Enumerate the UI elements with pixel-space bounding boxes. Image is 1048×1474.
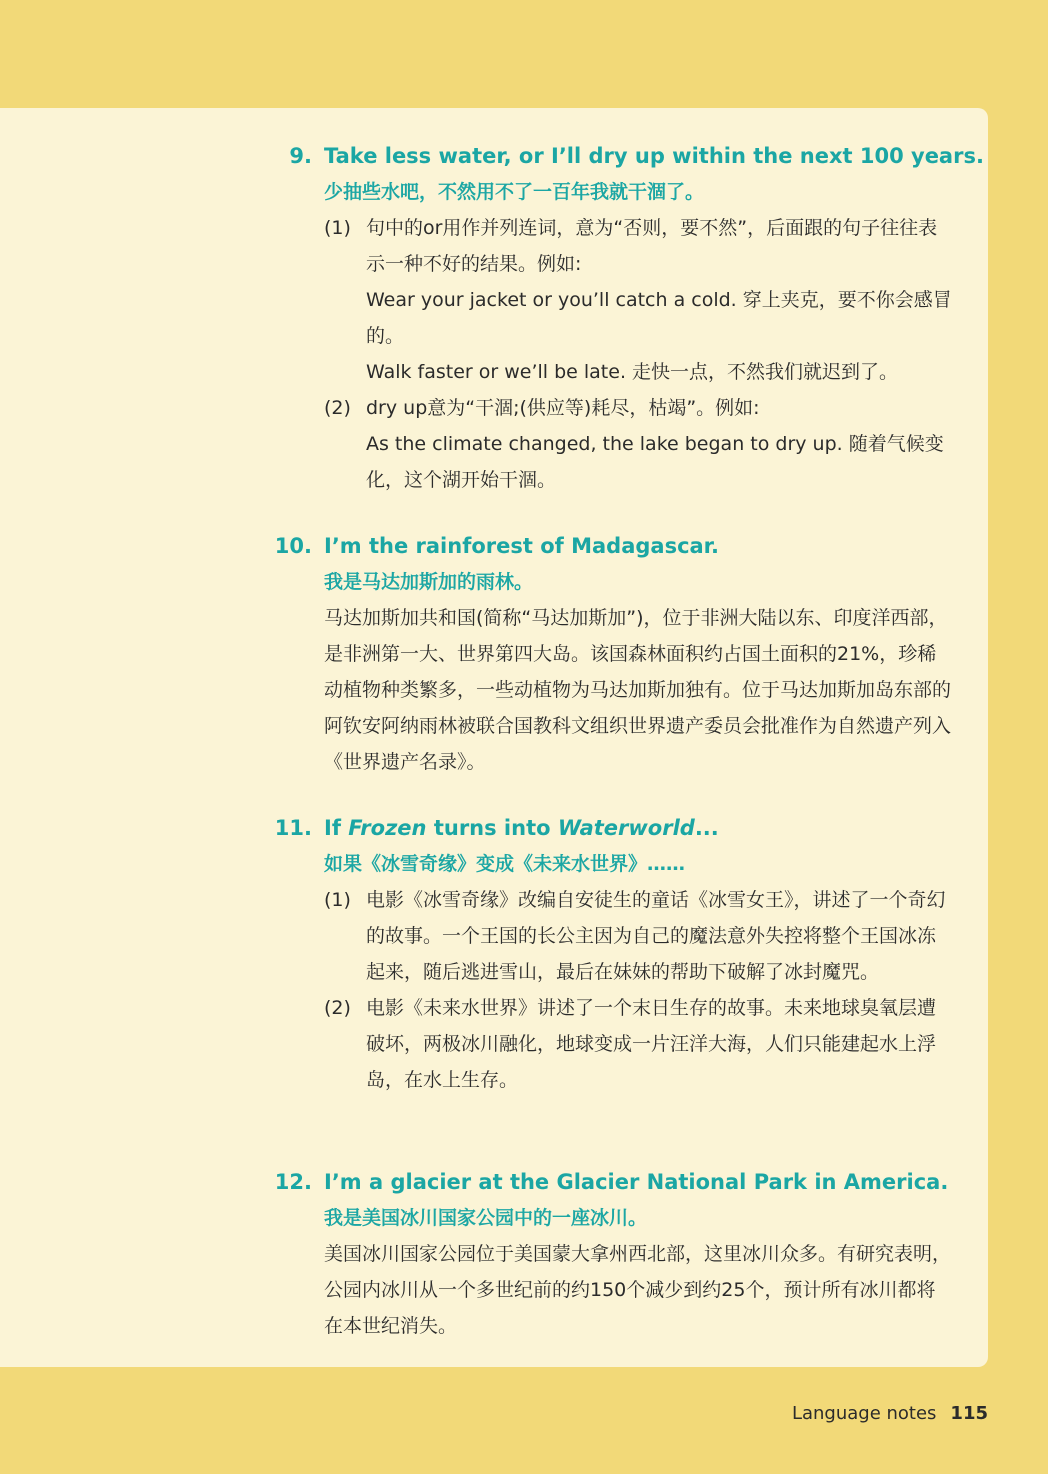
note-paragraph: 马达加斯加共和国(简称“马达加斯加”)，位于非洲大陆以东、印度洋西部，是非洲第一大、世界第四大岛。该国森林面积约占国土面积的21%，珍稀动植物种类繁多，一些动植物为马达加斯加独有。位于马达加斯加岛东部的阿钦安阿纳雨林被联合国教科文组织世界遗产委员会批准作为自然遗产列入《世界遗产名录》。 <box>324 607 952 773</box>
example-sentence: Wear your jacket or you’ll catch a cold. 穿上夹克，要不你会感冒的。 <box>366 289 952 347</box>
sub-item <box>324 990 952 1098</box>
film-title: Waterworld <box>557 816 695 840</box>
sub-item <box>324 882 952 990</box>
note-number: 9. <box>289 144 312 168</box>
sub-item <box>324 210 952 390</box>
section-name: Language notes <box>791 1403 937 1424</box>
sub-item-text: dry up意为“干涸;(供应等)耗尽，枯竭”。例如: <box>366 397 760 419</box>
note-number: 11. <box>274 816 312 840</box>
example-sentence: As the climate changed, the lake began to dry up. 随着气候变化，这个湖开始干涸。 <box>366 433 944 491</box>
title-text: turns into <box>426 816 558 840</box>
note-title-zh: 我是美国冰川国家公园中的一座冰川。 <box>324 1207 648 1229</box>
sub-item-text: 电影《冰雪奇缘》改编自安徒生的童话《冰雪女王》，讲述了一个奇幻的故事。一个王国的长公主因为自己的魔法意外失控将整个王国冰冻起来，随后逃进雪山，最后在妹妹的帮助下破解了冰封魔咒。 <box>366 889 946 983</box>
sub-item-text: 电影《未来水世界》讲述了一个末日生存的故事。未来地球臭氧层遭破坏，两极冰川融化，地球变成一片汪洋大海，人们只能建起水上浮岛，在水上生存。 <box>366 997 937 1091</box>
title-text: If <box>324 816 349 840</box>
note-title-en: I’m a glacier at the Glacier National Park in America. <box>324 1170 949 1194</box>
page-footer <box>792 1398 988 1430</box>
note-10 <box>272 528 952 780</box>
note-number: 12. <box>274 1170 312 1194</box>
title-text: ... <box>694 816 719 840</box>
sub-item-label: (2) <box>324 997 351 1019</box>
note-title-zh: 少抽些水吧，不然用不了一百年我就干涸了。 <box>324 181 705 203</box>
note-number: 10. <box>274 534 312 558</box>
sub-item <box>324 390 952 498</box>
note-title-zh: 我是马达加斯加的雨林。 <box>324 571 534 593</box>
page-number: 115 <box>950 1403 988 1424</box>
note-9 <box>272 138 984 498</box>
sub-item-text: 句中的or用作并列连词，意为“否则，要不然”，后面跟的句子往往表示一种不好的结果。例如: <box>366 217 938 275</box>
note-title-en: Take less water, or I’ll dry up within the next 100 years. <box>324 144 984 168</box>
note-paragraph: 美国冰川国家公园位于美国蒙大拿州西北部，这里冰川众多。有研究表明，公园内冰川从一个多世纪前的约150个减少到约25个，预计所有冰川都将在本世纪消失。 <box>324 1243 952 1337</box>
example-sentence: Walk faster or we’ll be late. 走快一点，不然我们就迟到了。 <box>366 361 899 383</box>
sub-item-label: (2) <box>324 397 351 419</box>
sub-item-label: (1) <box>324 217 351 239</box>
note-title-zh: 如果《冰雪奇缘》变成《未来水世界》…… <box>324 853 686 875</box>
note-11 <box>272 810 952 1098</box>
note-title-en: I’m the rainforest of Madagascar. <box>324 534 720 558</box>
film-title: Frozen <box>348 816 427 840</box>
note-title-en <box>324 810 952 846</box>
note-12 <box>272 1164 952 1344</box>
sub-item-label: (1) <box>324 889 351 911</box>
